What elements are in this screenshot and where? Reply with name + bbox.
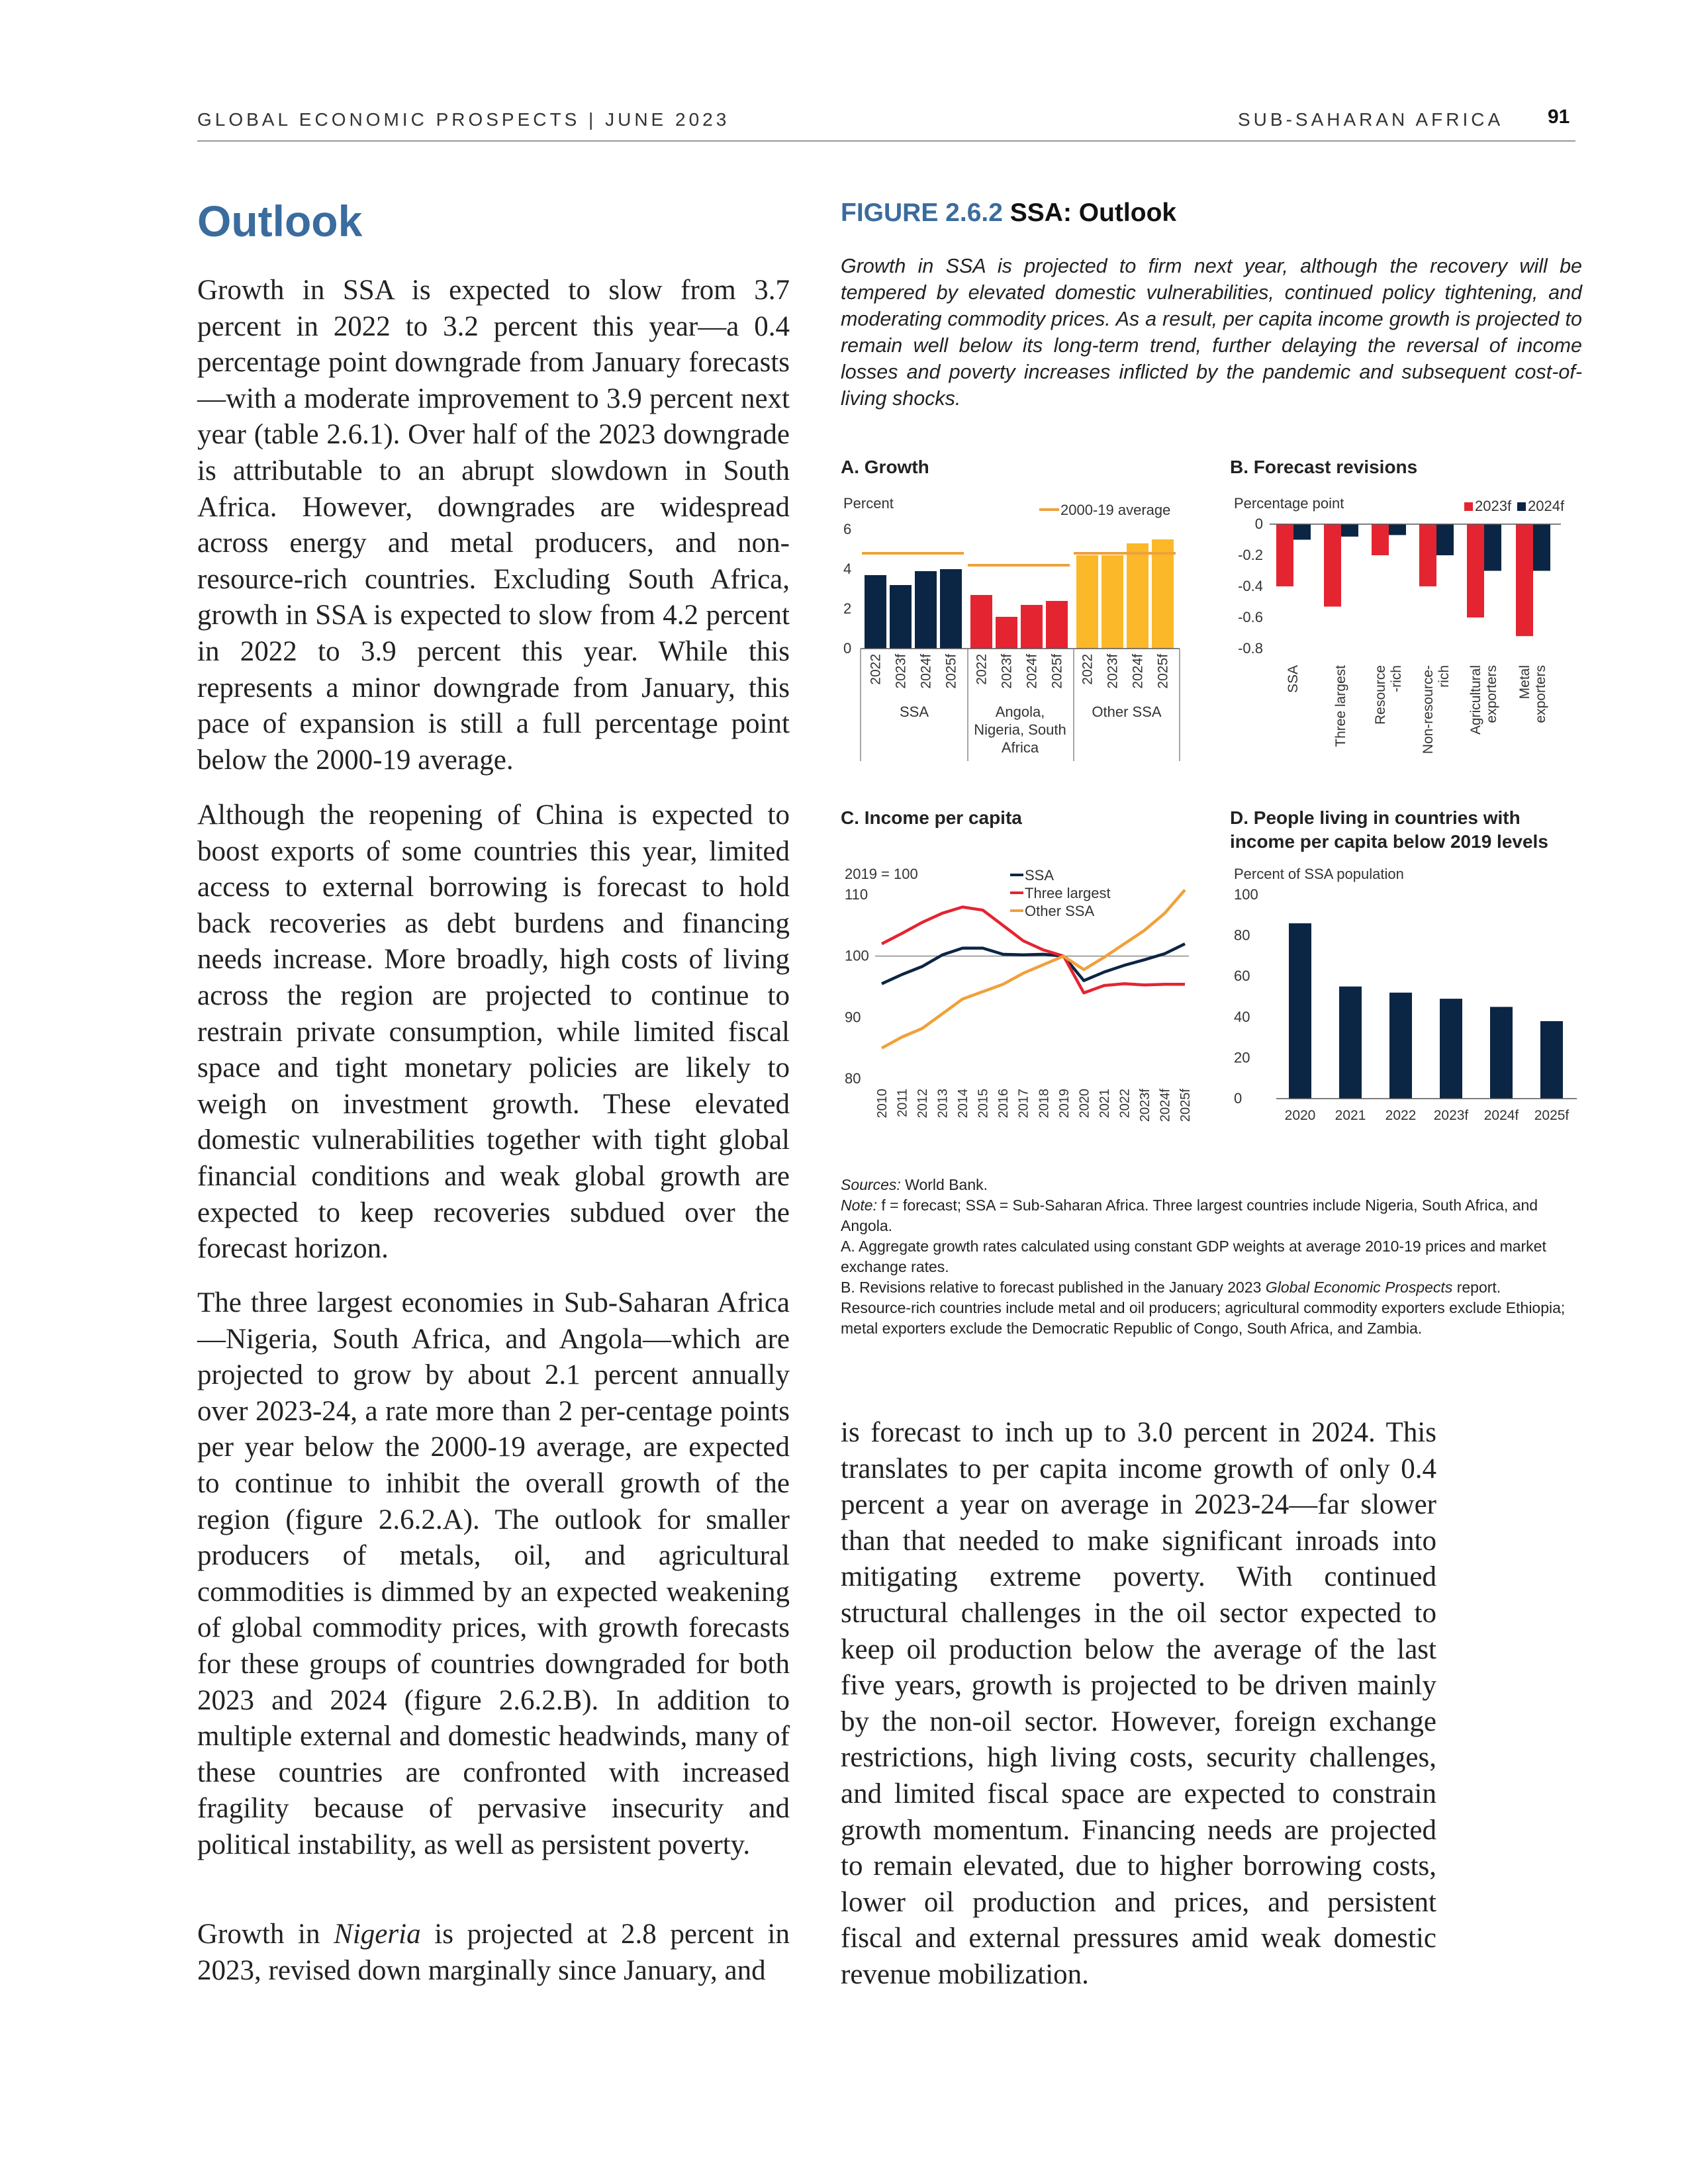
panel-d-title: D. People living in countries with income per capita below 2019 levels (1230, 807, 1548, 852)
x-tick-label: 2010 (875, 1089, 890, 1118)
body-paragraph-4: Growth in Nigeria is projected at 2.8 percent in 2023, revised down marginally since January, and (197, 1919, 790, 1986)
bar-2020 (1289, 923, 1311, 1099)
legend-label-0: SSA (1025, 867, 1055, 884)
y-axis-label: Percent (843, 495, 894, 512)
category-label: Three largest (1333, 665, 1348, 747)
bar-angola-2024f (1021, 605, 1043, 649)
group-label: Nigeria, South (974, 721, 1066, 738)
category-label: Non-resource- (1421, 665, 1436, 754)
running-header-left: GLOBAL ECONOMIC PROSPECTS | JUNE 2023 (197, 109, 730, 130)
x-tick-label: 2019 (1056, 1089, 1072, 1118)
income-per-capita-chart (841, 860, 1211, 1138)
body-paragraph-3: The three largest economies in Sub-Saharan Africa—Nigeria, South Africa, and Angola—which are projected to grow by about 2.1 percent annually over 2023-24, a rate more than 2 per-centage points per year below the 2000-19 average, are expected to continue to inhibit the overall growth of the region (figure 2.6.2.A). The outlook for smaller producers of metals, oil, and agricultural commodities is dimmed by an expected weakening of global commodity prices, with growth forecasts for these groups of countries downgraded for both 2023 and 2024 (figure 2.6.2.B). In addition to multiple external and domestic headwinds, many of these countries are confronted with increased fragility because of pervasive insecurity and political instability, as well as persistent poverty. (197, 1287, 790, 1860)
y-tick-label: 2 (843, 600, 852, 617)
y-tick-label: -0.4 (1238, 578, 1263, 594)
bar-2023f-2 (1372, 524, 1389, 555)
panel-c-title: C. Income per capita (841, 807, 1022, 828)
x-tick-label: 2013 (935, 1089, 951, 1118)
note-a: A. Aggregate growth rates calculated using constant GDP weights at average 2010-19 prices and market exchange rates. (841, 1238, 1546, 1275)
bar-ssa-2025f (940, 569, 962, 649)
bar-angola-2023f (996, 617, 1017, 649)
x-tick-label: 2023f (893, 654, 909, 689)
bar-2023f (1440, 999, 1462, 1099)
panel-a-title: A. Growth (841, 457, 929, 477)
group-label: Africa (1001, 739, 1039, 756)
x-tick-label: 2020 (1077, 1089, 1092, 1118)
page-number: 91 (1548, 106, 1570, 128)
line-ssa (882, 944, 1185, 983)
legend-label-average: 2000-19 average (1060, 502, 1171, 518)
y-axis-label: Percent of SSA population (1234, 866, 1404, 882)
category-label: rich (1436, 665, 1452, 688)
bar-angola-2025f (1046, 601, 1068, 649)
group-label: SSA (899, 704, 929, 720)
bar-other-ssa-2023f (1102, 555, 1123, 649)
x-tick-label: 2022 (1117, 1089, 1133, 1118)
y-tick-label: 0 (1254, 516, 1263, 532)
x-tick-label: 2021 (1097, 1089, 1112, 1118)
y-tick-label: 90 (845, 1009, 861, 1026)
category-label: Agricultural (1468, 665, 1483, 735)
y-tick-label: -0.8 (1238, 640, 1263, 657)
bar-2023f-3 (1419, 524, 1436, 586)
bar-other-ssa-2024f (1127, 543, 1149, 649)
category-label: exporters (1484, 665, 1499, 723)
figure-number: FIGURE 2.6.2 (841, 199, 1003, 227)
bar-ssa-2022 (865, 575, 886, 649)
y-tick-label: 0 (843, 640, 852, 657)
x-tick-label: 2015 (976, 1089, 991, 1118)
x-tick-label: 2023f (1137, 1089, 1152, 1122)
bar-2023f-5 (1516, 524, 1533, 636)
figure-title (841, 199, 1176, 228)
people-below-2019-chart (1230, 860, 1581, 1138)
figure-notes (841, 1175, 1569, 1339)
x-tick-label: 2021 (1335, 1108, 1366, 1123)
y-tick-label: 110 (845, 886, 868, 903)
y-axis-label: Percentage point (1234, 495, 1344, 512)
body-paragraph-5: is forecast to inch up to 3.0 percent in 2024. This translates to per capita income growth of only 0.4 percent a year on average in 2023-24—far slower than that needed to make significant inroads into mitigating extreme poverty. With continued structural challenges in the oil sector expected to keep oil production below the average of the last five years, growth is projected to be driven mainly by the non-oil sector. However, foreign exchange restrictions, high living costs, security challenges, and limited fiscal space are expected to constrain growth momentum. Financing needs are projected to remain elevated, due to higher borrowing costs, lower oil production and prices, and persistent fiscal and external pressures amid weak domestic revenue mobilization. (841, 1417, 1436, 1990)
bar-2023f-4 (1467, 524, 1484, 617)
group-label: Other SSA (1092, 704, 1162, 720)
bar-2024f-2 (1389, 524, 1406, 535)
y-tick-label: 20 (1234, 1049, 1250, 1066)
panel-b-title: B. Forecast revisions (1230, 457, 1418, 477)
bar-2023f-0 (1276, 524, 1293, 586)
bar-2025f (1540, 1021, 1563, 1099)
y-tick-label: 0 (1234, 1090, 1243, 1107)
body-paragraph-1: Growth in SSA is expected to slow from 3.7 percent in 2022 to 3.2 percent this year—a 0.4 percentage point downgrade from January forecasts—with a moderate improvement to 3.9 percent next year (table 2.6.1). Over half of the 2023 downgrade is attributable to an abrupt slowdown in South Africa. However, downgrades are widespread across energy and metal producers, and non-resource-rich countries. Excluding South Africa, growth in SSA is expected to slow from 4.2 percent in 2022 to 3.9 percent this year. While this represents a minor downgrade from January, this pace of expansion is still a full percentage point below the 2000-19 average. (197, 275, 790, 776)
x-tick-label: 2024f (1158, 1089, 1173, 1122)
x-tick-label: 2022 (1385, 1108, 1417, 1123)
figure-title-text: SSA: Outlook (1009, 199, 1177, 227)
y-tick-label: 100 (845, 947, 869, 964)
y-axis-label: 2019 = 100 (845, 866, 918, 882)
x-tick-label: 2024f (1130, 654, 1146, 689)
group-label: Angola, (995, 704, 1045, 720)
category-label: Metal (1517, 665, 1532, 700)
y-tick-label: 80 (1234, 927, 1250, 944)
x-tick-label: 2025f (1155, 654, 1171, 689)
running-header-right: SUB-SAHARAN AFRICA (1238, 109, 1504, 130)
legend-swatch-2024f (1517, 502, 1526, 511)
bar-2024f-1 (1341, 524, 1358, 537)
bar-angola-2022 (970, 595, 992, 649)
note-b: B. Revisions relative to forecast published in the January 2023 Global Economic Prospects report. Resource-rich countries include metal and oil producers; agricultural commodity exporters exclude Ethiopia; metal exporters exclude the Democratic Republic of Congo, South Africa, and Zambia. (841, 1279, 1566, 1337)
forecast-revisions-chart (1230, 490, 1581, 768)
body-paragraph-2: Although the reopening of China is expected to boost exports of some countries this year, limited access to external borrowing is forecast to hold back recoveries as debt burdens and financing needs increase. More broadly, high costs of living across the region are projected to continue to restrain private consumption, while limited fiscal space and tight monetary policies are likely to weigh on investment growth. These elevated domestic vulnerabilities together with tight global financial conditions and weak global growth are expected to keep recoveries subdued over the forecast horizon. (197, 799, 790, 1265)
note-line: Note: f = forecast; SSA = Sub-Saharan Africa. Three largest countries include Nigeria, South Africa, and Angola. (841, 1197, 1538, 1234)
legend-label-2023f: 2023f (1475, 498, 1512, 514)
legend-label-1: Three largest (1025, 885, 1111, 901)
x-tick-label: 2012 (915, 1089, 931, 1118)
bar-other-ssa-2025f (1152, 539, 1174, 649)
x-tick-label: 2025f (943, 654, 959, 689)
x-tick-label: 2022 (974, 654, 990, 685)
bar-ssa-2024f (915, 571, 937, 649)
x-tick-label: 2014 (956, 1089, 971, 1118)
emphasis-nigeria: Nigeria (334, 1919, 421, 1950)
x-tick-label: 2022 (868, 654, 884, 685)
y-tick-label: -0.6 (1238, 609, 1263, 625)
y-tick-label: -0.2 (1238, 547, 1263, 563)
bar-other-ssa-2022 (1076, 555, 1098, 649)
x-tick-label: 2023f (1433, 1108, 1469, 1123)
bar-ssa-2023f (890, 585, 912, 649)
category-label: -rich (1389, 665, 1404, 692)
legend-label-2: Other SSA (1025, 903, 1095, 919)
bar-2024f (1490, 1007, 1513, 1099)
x-tick-label: 2022 (1080, 654, 1096, 685)
x-tick-label: 2025f (1049, 654, 1065, 689)
growth-bar-chart (841, 490, 1211, 768)
bar-2024f-0 (1293, 524, 1311, 540)
legend-swatch-2023f (1464, 502, 1473, 511)
x-tick-label: 2024f (1024, 654, 1040, 689)
y-tick-label: 80 (845, 1070, 861, 1087)
bar-2024f-5 (1533, 524, 1550, 571)
x-tick-label: 2023f (999, 654, 1015, 689)
bar-2021 (1339, 987, 1362, 1099)
bar-2024f-4 (1484, 524, 1501, 571)
y-tick-label: 60 (1234, 968, 1250, 985)
y-tick-label: 40 (1234, 1008, 1250, 1025)
line-three-largest (882, 907, 1185, 993)
x-tick-label: 2024f (918, 654, 934, 689)
y-tick-label: 100 (1234, 886, 1258, 903)
sources-line: Sources: World Bank. (841, 1176, 988, 1193)
category-label: exporters (1533, 665, 1548, 723)
x-tick-label: 2024f (1483, 1108, 1519, 1123)
header-rule (197, 140, 1575, 142)
section-title: Outlook (197, 197, 363, 246)
y-tick-label: 4 (843, 561, 852, 577)
x-tick-label: 2023f (1105, 654, 1121, 689)
figure-subtitle: Growth in SSA is projected to firm next year, although the recovery will be tempered by elevated domestic vulnerabilities, continued policy tightening, and moderating commodity prices. As a result, per capita income growth is projected to remain well below its long-term trend, further delaying the reversal of income losses and poverty increases inflicted by the pandemic and subsequent cost-of-living shocks. (841, 255, 1582, 410)
x-tick-label: 2011 (895, 1089, 910, 1118)
bar-2023f-1 (1324, 524, 1341, 607)
category-label: SSA (1286, 665, 1301, 694)
category-label: Resource (1373, 665, 1388, 725)
x-tick-label: 2025f (1178, 1089, 1193, 1122)
bar-2024f-3 (1436, 524, 1454, 555)
legend-label-2024f: 2024f (1528, 498, 1565, 514)
x-tick-label: 2020 (1284, 1108, 1316, 1123)
x-tick-label: 2018 (1037, 1089, 1052, 1118)
x-tick-label: 2017 (1016, 1089, 1031, 1118)
x-tick-label: 2016 (996, 1089, 1011, 1118)
y-tick-label: 6 (843, 521, 852, 537)
x-tick-label: 2025f (1534, 1108, 1570, 1123)
bar-2022 (1389, 993, 1412, 1099)
